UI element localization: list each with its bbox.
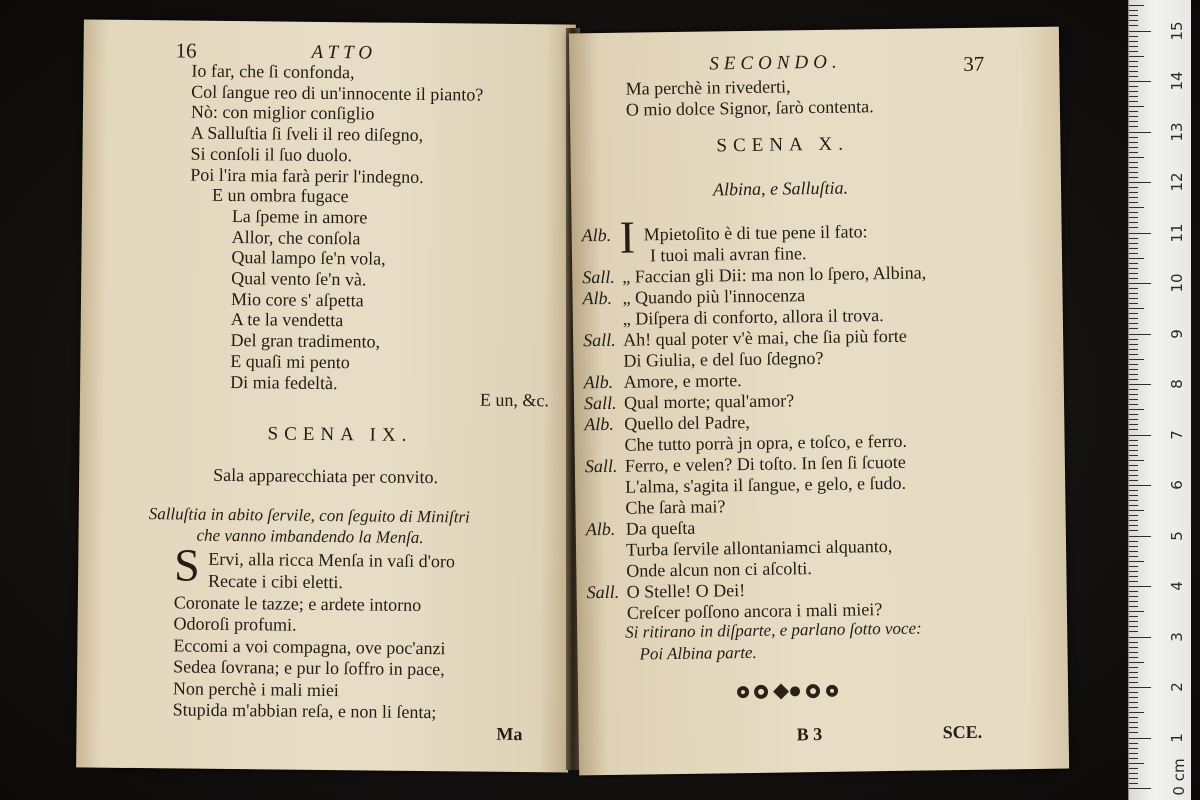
verse-line: Del gran tradimento, — [230, 330, 381, 352]
ruler-tick — [1129, 192, 1138, 193]
ruler-tick — [1129, 182, 1151, 183]
ruler-tick — [1129, 773, 1138, 774]
ruler-tick — [1129, 36, 1138, 37]
dialogue-line: Che tutto porrà jn opra, e toſco, e ferro. — [624, 430, 908, 455]
dialogue-line: Turba ſervile allontaniamci alquanto, — [625, 535, 893, 560]
ruler-tick — [1129, 419, 1138, 420]
ruler-tick — [1129, 697, 1138, 698]
ruler-tick — [1129, 349, 1138, 350]
ruler-tick — [1129, 41, 1138, 42]
ruler-tick — [1129, 359, 1144, 360]
ruler-number: 11 — [1168, 222, 1186, 243]
ruler-tick — [1129, 621, 1138, 622]
left-catchword: Ma — [496, 723, 523, 745]
ruler-tick — [1129, 339, 1138, 340]
speaker-label: Alb. — [584, 413, 614, 435]
ruler-tick — [1129, 172, 1138, 173]
verse-line: E un ombra fugace — [211, 184, 349, 207]
ruler-tick — [1129, 162, 1138, 163]
ruler-tick — [1129, 758, 1138, 759]
ruler-number: 9 — [1168, 328, 1186, 339]
dialogue-line: Mpietoſito è di tue pene il fato: — [643, 221, 868, 245]
right-running-head: SECONDO. — [709, 51, 842, 75]
scene-setting: Sala apparecchiata per convito. — [213, 464, 439, 488]
ruler-tick — [1129, 475, 1138, 476]
right-page — [569, 27, 1069, 776]
speaker-label: Alb. — [581, 224, 612, 246]
dialogue-line: O Stelle! O Dei! — [626, 580, 746, 602]
dialogue-line: Da queſta — [625, 517, 696, 539]
ruler-tick — [1129, 465, 1138, 466]
ruler-tick — [1129, 520, 1138, 521]
speaker-label: Sall. — [582, 329, 616, 351]
ruler-tick — [1129, 268, 1138, 269]
ruler-tick — [1129, 409, 1144, 410]
ruler-tick — [1129, 76, 1138, 77]
ruler-tick — [1129, 354, 1138, 355]
scene-x-title: SCENA X. — [716, 133, 850, 157]
ruler-tick — [1129, 71, 1138, 72]
ruler-tick — [1129, 637, 1151, 638]
speech-line: Coronate le tazze; e ardete intorno — [173, 591, 422, 615]
speech-line: Odoroſi profumi. — [173, 613, 297, 635]
ruler-tick — [1129, 778, 1138, 779]
ruler-tick — [1129, 566, 1138, 567]
ruler-tick — [1129, 243, 1138, 244]
dialogue-line: Amore, e morte. — [623, 370, 742, 392]
ruler-tick — [1129, 510, 1144, 511]
ruler-tick — [1129, 116, 1138, 117]
ruler-tick — [1129, 571, 1138, 572]
ruler-tick — [1129, 308, 1144, 309]
ruler-tick — [1129, 25, 1138, 26]
ruler-tick — [1129, 126, 1138, 127]
ruler-tick — [1129, 81, 1151, 82]
ruler-tick — [1129, 525, 1138, 526]
dialogue-line: Ferro, e velen? Di toſto. In ſen ſi ſcuote — [624, 451, 906, 476]
ruler-tick — [1129, 328, 1138, 329]
ruler-tick — [1129, 581, 1138, 582]
ruler-tick — [1129, 20, 1138, 21]
ruler-tick — [1129, 722, 1138, 723]
ruler-number: 10 — [1168, 273, 1186, 293]
dialogue-line: Qual morte; qual'amor? — [623, 390, 795, 413]
ruler-tick — [1129, 480, 1138, 481]
ruler-tick — [1129, 217, 1138, 218]
ruler-tick — [1129, 642, 1138, 643]
ruler-tick — [1129, 207, 1144, 208]
verse-line: Ma perchè in rivederti, — [625, 76, 791, 99]
ruler-tick — [1129, 61, 1138, 62]
verse-line: Mio core s' aſpetta — [230, 288, 364, 311]
ruler-tick — [1129, 788, 1151, 789]
ruler-number: 14 — [1168, 71, 1186, 91]
ruler-tick — [1129, 763, 1144, 764]
ruler-tick — [1129, 263, 1138, 264]
ruler-tick — [1129, 10, 1138, 11]
ruler-tick — [1129, 768, 1138, 769]
dialogue-line: Onde alcun non ci aſcolti. — [626, 558, 812, 581]
ruler-unit-label: 0 cm — [1170, 758, 1188, 796]
ruler-number: 2 — [1168, 682, 1186, 692]
speech-line: Eccomi a voi compagna, ove poc'anzi — [173, 634, 446, 658]
verse-line: Si conſoli il ſuo duolo. — [190, 143, 353, 166]
ruler-tick — [1129, 530, 1138, 531]
ruler-number: 15 — [1168, 20, 1186, 41]
ruler-tick — [1129, 470, 1138, 471]
ruler-tick — [1129, 293, 1138, 294]
dialogue-line: L'alma, s'agita il ſangue, e gelo, e ſudo. — [625, 472, 907, 497]
ruler-tick — [1129, 91, 1138, 92]
dialogue-line: „ Faccian gli Dii: ma non lo ſpero, Albina, — [622, 262, 927, 287]
ruler-tick — [1129, 278, 1138, 279]
speech-line: Non perchè i mali miei — [172, 677, 339, 700]
ruler-tick — [1129, 601, 1138, 602]
ruler-tick — [1129, 485, 1151, 486]
ruler-tick — [1129, 389, 1138, 390]
ruler-tick — [1129, 515, 1138, 516]
ruler-tick — [1129, 561, 1144, 562]
ruler-tick — [1129, 717, 1138, 718]
ruler-number: 13 — [1168, 121, 1186, 142]
right-catchword: SCE. — [942, 721, 983, 743]
ruler-tick — [1129, 399, 1138, 400]
ruler-tick — [1129, 273, 1138, 274]
ruler-tick — [1129, 677, 1138, 678]
ruler-tick — [1129, 662, 1144, 663]
ruler-tick — [1129, 445, 1138, 446]
speech-line: Sedea ſovrana; e pur lo ſoffro in pace, — [173, 656, 445, 680]
ruler-tick — [1129, 384, 1151, 385]
ruler-number: 4 — [1168, 581, 1186, 591]
speaker-label: Alb. — [582, 287, 613, 309]
left-running-head: ATTO — [311, 41, 378, 64]
verse-line: Col ſangue reo di un'innocente il pianto? — [191, 81, 484, 105]
right-stage-direction-1: Si ritirano in diſparte, e parlano ſotto voce: — [625, 618, 922, 642]
ruler-tick — [1129, 323, 1138, 324]
speech-first-line: Ervi, alla ricca Menſa in vaſi d'oro — [208, 548, 456, 572]
signature-mark: B 3 — [796, 723, 823, 745]
dialogue-line: „ Diſpera di conforto, allora il trova. — [622, 305, 884, 329]
ruler-tick — [1129, 394, 1138, 395]
ruler-tick — [1129, 318, 1138, 319]
ruler-tick — [1129, 495, 1138, 496]
ruler-tick — [1129, 541, 1138, 542]
ruler-tick — [1129, 631, 1138, 632]
da-capo-mark: E un, &c. — [479, 389, 550, 411]
ruler-tick — [1129, 374, 1138, 375]
verse-line: Allor, che conſola — [231, 226, 361, 248]
ruler-tick — [1129, 344, 1138, 345]
ruler-tick — [1129, 404, 1138, 405]
ruler-tick — [1129, 536, 1151, 537]
ruler-tick — [1129, 56, 1144, 57]
ruler-tick — [1129, 298, 1138, 299]
ruler-tick — [1129, 727, 1138, 728]
ruler-tick — [1129, 606, 1138, 607]
ruler-tick — [1129, 672, 1138, 673]
ruler-tick — [1129, 682, 1138, 683]
ruler-tick — [1129, 288, 1138, 289]
ruler-tick — [1129, 46, 1138, 47]
ruler-tick — [1129, 5, 1144, 6]
ruler-tick — [1129, 111, 1138, 112]
ruler-tick — [1129, 702, 1138, 703]
ruler-tick — [1129, 197, 1138, 198]
ruler-tick — [1129, 657, 1138, 658]
right-stage-direction-2: Poi Albina parte. — [639, 642, 757, 664]
ruler-tick — [1129, 86, 1138, 87]
ruler-tick — [1129, 334, 1151, 335]
left-page-number: 16 — [175, 38, 197, 63]
ruler-tick — [1129, 233, 1151, 234]
scene-characters: Albina, e Salluſtia. — [712, 177, 849, 200]
dialogue-line: Creſcer poſſono ancora i mali miei? — [626, 599, 883, 623]
ruler-number: 1 — [1168, 732, 1186, 743]
dialogue-line: Quello del Padre, — [624, 411, 750, 434]
verse-line: Io far, che ſi confonda, — [191, 60, 355, 83]
ruler-tick — [1129, 500, 1138, 501]
ruler-tick — [1129, 707, 1138, 708]
ruler-tick — [1129, 440, 1138, 441]
speaker-label: Alb. — [583, 371, 614, 393]
dialogue-line: Che ſarà mai? — [625, 496, 726, 518]
ruler-tick — [1129, 15, 1138, 16]
stage-direction-1: Salluſtia in abito ſervile, con ſeguito di Miniſtri — [148, 504, 470, 527]
speaker-label: Sall. — [584, 455, 618, 477]
drop-cap-s: S — [173, 539, 201, 591]
left-page — [76, 19, 576, 772]
ruler-tick — [1129, 732, 1138, 733]
ruler-tick — [1129, 424, 1138, 425]
printers-ornament — [733, 680, 843, 704]
ruler-tick — [1129, 152, 1138, 153]
verse-line: Qual lampo ſe'n vola, — [231, 247, 386, 269]
ruler-number: 12 — [1168, 172, 1186, 192]
ruler-tick — [1129, 490, 1138, 491]
ruler-tick — [1129, 414, 1138, 415]
ruler-number: 5 — [1168, 530, 1186, 541]
ruler-tick — [1129, 187, 1138, 188]
dialogue-line: Di Giulia, e del ſuo ſdegno? — [623, 347, 824, 371]
ruler-tick — [1129, 177, 1138, 178]
verse-line: A te la vendetta — [230, 309, 344, 331]
verse-line: Nò: con miglior conſiglio — [190, 101, 375, 124]
ruler-tick — [1129, 743, 1138, 744]
ruler-tick — [1129, 96, 1138, 97]
ruler-tick — [1129, 450, 1138, 451]
drop-cap-i: I — [619, 211, 636, 263]
dialogue-line: I tuoi mali avran fine. — [649, 243, 807, 266]
ruler-tick — [1129, 626, 1138, 627]
verse-line: Qual vento ſe'n và. — [231, 268, 367, 290]
ruler-tick — [1129, 121, 1138, 122]
ruler-tick — [1129, 364, 1138, 365]
verse-line: A Salluſtia ſi ſveli il reo diſegno, — [190, 122, 424, 146]
verse-line: La ſpeme in amore — [231, 205, 368, 228]
ruler-tick — [1129, 748, 1138, 749]
dialogue-line: „ Quando più l'innocenza — [622, 285, 806, 308]
ruler-tick — [1129, 455, 1138, 456]
ruler-tick — [1129, 753, 1138, 754]
speaker-label: Sall. — [583, 392, 617, 414]
ruler-tick — [1129, 687, 1151, 688]
ruler-tick — [1129, 227, 1138, 228]
ruler-tick — [1129, 283, 1151, 284]
ruler-tick — [1129, 147, 1138, 148]
ruler-tick — [1129, 738, 1151, 739]
scene-ix-title: SCENA IX. — [267, 423, 413, 446]
verse-line: O mio dolce Signor, ſarò contenta. — [625, 96, 874, 120]
ruler-number: 3 — [1168, 631, 1186, 642]
ruler-tick — [1129, 313, 1138, 314]
ruler-number: 8 — [1168, 379, 1186, 389]
ruler-tick — [1129, 460, 1144, 461]
ruler-tick — [1129, 611, 1144, 612]
ruler-tick — [1129, 132, 1151, 133]
ruler-tick — [1129, 369, 1138, 370]
ruler-tick — [1129, 101, 1138, 102]
ruler-tick — [1129, 248, 1138, 249]
ruler-tick — [1129, 137, 1138, 138]
ruler-tick — [1129, 238, 1138, 239]
ruler-tick — [1129, 303, 1138, 304]
ruler-tick — [1129, 429, 1138, 430]
ruler-tick — [1129, 212, 1138, 213]
ruler-tick — [1129, 31, 1151, 32]
ruler-tick — [1129, 202, 1138, 203]
ruler-number: 6 — [1168, 480, 1186, 490]
ruler-tick — [1129, 253, 1138, 254]
ruler-tick — [1129, 692, 1138, 693]
verse-line: Poi l'ira mia farà perir l'indegno. — [190, 164, 424, 187]
ruler-tick — [1129, 157, 1144, 158]
speech-line: Recate i cibi eletti. — [207, 570, 344, 593]
ruler-tick — [1129, 652, 1138, 653]
ruler-number: 7 — [1168, 429, 1186, 440]
ruler-tick — [1129, 556, 1138, 557]
ruler-tick — [1129, 546, 1138, 547]
verse-line: Di mia fedeltà. — [230, 371, 338, 393]
ruler-tick — [1129, 712, 1144, 713]
ruler-tick — [1129, 435, 1151, 436]
ruler-tick — [1129, 142, 1138, 143]
ruler-tick — [1129, 222, 1138, 223]
verse-line: E quaſi mi pento — [230, 350, 350, 373]
ruler-tick — [1129, 783, 1138, 784]
ruler-tick — [1129, 551, 1138, 552]
speaker-label: Sall. — [582, 266, 615, 288]
ruler-tick — [1129, 379, 1138, 380]
ruler-tick — [1129, 106, 1144, 107]
right-page-number: 37 — [963, 51, 985, 76]
ruler-tick — [1129, 586, 1151, 587]
ruler-tick — [1129, 167, 1138, 168]
ruler-tick — [1129, 667, 1138, 668]
ruler-tick — [1129, 51, 1138, 52]
speaker-label: Sall. — [586, 581, 620, 603]
ruler-tick — [1129, 505, 1138, 506]
ruler-tick — [1129, 66, 1138, 67]
ruler-tick — [1129, 591, 1138, 592]
speaker-label: Alb. — [585, 518, 616, 540]
ruler-tick — [1129, 258, 1144, 259]
measurement-ruler — [1128, 0, 1191, 800]
ruler-tick — [1129, 576, 1138, 577]
stage-direction-2: che vanno imbandendo la Menſa. — [196, 525, 424, 548]
ruler-tick — [1129, 596, 1138, 597]
dialogue-line: Ah! qual poter v'è mai, che ſia più forte — [622, 325, 907, 350]
ruler-tick — [1129, 647, 1138, 648]
ruler-tick — [1129, 616, 1138, 617]
speech-line: Stupida m'abbian reſa, e non li ſenta; — [172, 699, 437, 723]
